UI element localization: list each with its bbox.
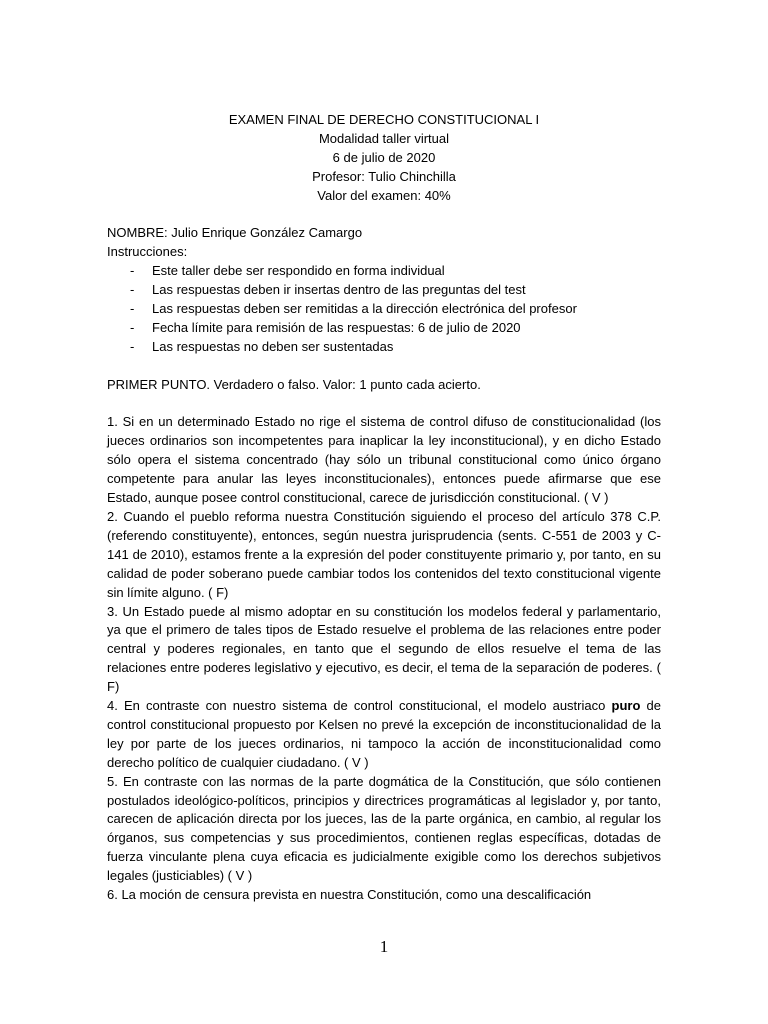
student-name: NOMBRE: Julio Enrique González Camargo (107, 225, 363, 241)
instructions-list (107, 262, 661, 357)
question-3: 3. Un Estado puede al mismo adoptar en su constitución los modelos federal y parlamentario, ya que el primero de tales tipos de Estado resuelve el problema de las relaciones entre poder central y poderes regionales, en tanto que el segundo de ellos resuelve el tema de las relaciones entre poderes legislativo y ejecutivo, es decir, el tema de la separación de poderes. ( F) (107, 603, 661, 695)
exam-date: 6 de julio de 2020 (332, 149, 436, 165)
spacer (107, 395, 661, 414)
question-6: 6. La moción de censura prevista en nuestra Constitución, como una descalificación (107, 887, 592, 903)
page-number: 1 (379, 937, 389, 956)
exam-modality: Modalidad taller virtual (318, 130, 450, 146)
instruction-item: - Fecha límite para remisión de las respuestas: 6 de julio de 2020 (107, 319, 661, 338)
exam-professor: Profesor: Tulio Chinchilla (312, 168, 456, 184)
exam-value: Valor del examen: 40% (317, 187, 451, 203)
spacer (107, 206, 661, 225)
instruction-item: - Las respuestas deben ir insertas dentro de las preguntas del test (107, 281, 661, 300)
question-4-emphasis: puro (611, 698, 641, 714)
instruction-item: - Las respuestas no deben ser sustentadas (107, 338, 661, 357)
question-1: 1. Si en un determinado Estado no rige el sistema de control difuso de constitucionalidad (los jueces ordinarios son incompetentes para inaplicar la ley inconstitucional), y en dicho Estado sólo opera el sistema concentrado (hay sólo un tribunal constitucional como único órgano competente para anular las leyes inconstitucionales), entonces puede afirmarse que ese Estado, aunque posee control constitucional, carece de jurisdicción constitucional. ( V ) (107, 414, 661, 506)
section-heading: PRIMER PUNTO. Verdadero o falso. Valor: 1 punto cada acierto. (107, 376, 481, 392)
instructions-heading: Instrucciones: (107, 244, 188, 260)
exam-title: EXAMEN FINAL DE DERECHO CONSTITUCIONAL I (228, 112, 540, 127)
question-2: 2. Cuando el pueblo reforma nuestra Constitución siguiendo el proceso del artículo 378 C.P. (referendo constituyente), entonces, según nuestra jurisprudencia (sents. C-551 de 2003 y C-141 de 2010), estamos frente a la expresión del poder constituyente primario y, por tanto, en su calidad de poder soberano puede cambiar todos los contenidos del texto constitucional vigente sin límite alguno. ( F) (107, 508, 661, 600)
question-5: 5. En contraste con las normas de la parte dogmática de la Constitución, que sólo contienen postulados ideológico-políticos, principios y directrices programáticas al legislador y, por tanto, carecen de aplicación directa por los jueces, las de la parte orgánica, en cambio, al regular los órganos, sus competencias y sus procedimientos, contienen reglas específicas, dotadas de fuerza vinculante plena cuya eficacia es judicialmente exigible como los derechos subjetivos legales (justiciables) ( V ) (107, 773, 661, 884)
question-4-text-start: 4. En contraste con nuestro sistema de control constitucional, el modelo austriaco (107, 698, 612, 714)
document-page (107, 111, 661, 905)
instruction-item: - Las respuestas deben ser remitidas a la dirección electrónica del profesor (107, 300, 661, 319)
spacer (107, 357, 661, 376)
question-4 (107, 697, 661, 773)
instruction-item: - Este taller debe ser respondido en forma individual (107, 262, 661, 281)
question-4-text-end: de control constitucional propuesto por Kelsen no prevé la excepción de inconstitucionalidad de la ley por parte de los jueces ordinarios, ni tampoco la acción de inconstitucionalidad como derecho político de cualquier ciudadano. ( V ) (107, 698, 662, 770)
